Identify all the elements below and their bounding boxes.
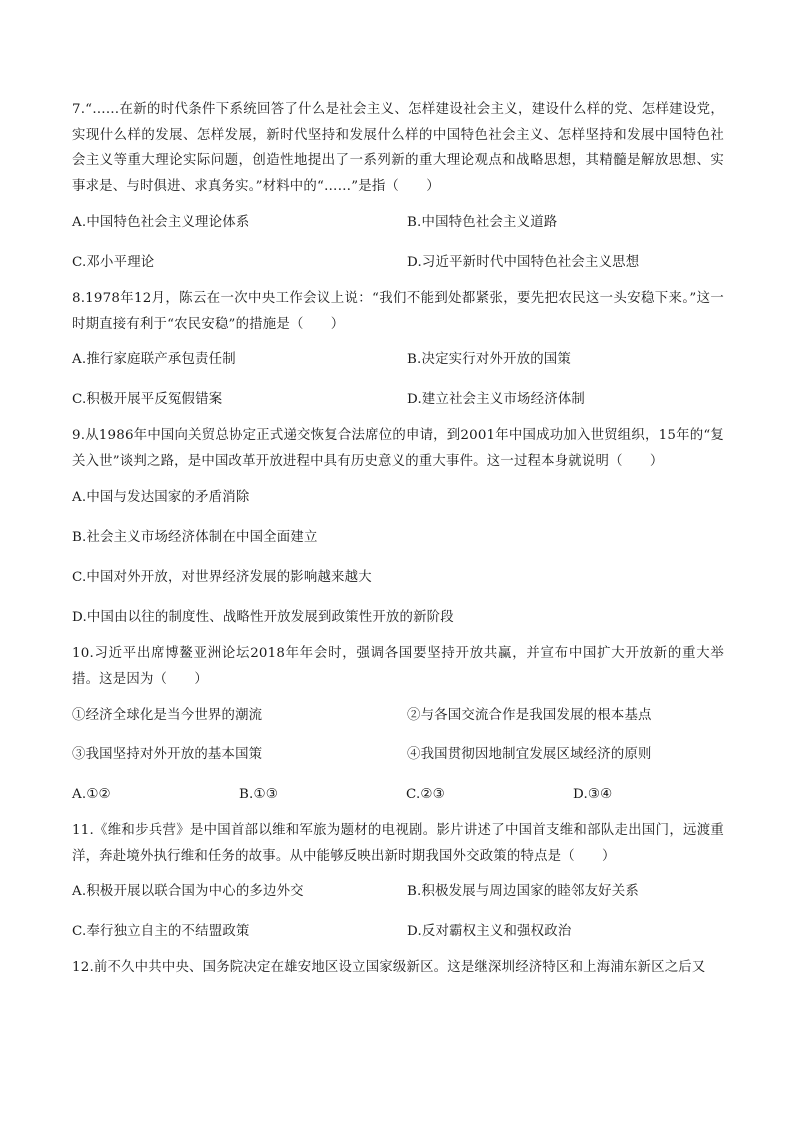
question-7 <box>72 97 724 273</box>
options-row <box>72 213 724 233</box>
options-row <box>72 350 724 370</box>
statement-3: ③我国坚持对外开放的基本国策 <box>72 747 263 762</box>
option-c: C.积极开展平反冤假错案 <box>72 392 223 407</box>
option-d: D.③④ <box>573 787 613 802</box>
option-c: C.中国对外开放，对世界经济发展的影响越来越大 <box>72 570 372 585</box>
statements-row <box>72 745 724 765</box>
question-stem: 10.习近平出席博鳌亚洲论坛2018年年会时，强调各国要坚持开放共赢，并宣布中国扩大开放新的重大举措。这是因为（ ） <box>72 646 724 687</box>
option-b: B.社会主义市场经济体制在中国全面建立 <box>72 530 318 545</box>
option-a: A.中国特色社会主义理论体系 <box>72 215 250 230</box>
question-stem: 11.《维和步兵营》是中国首部以维和军旅为题材的电视剧。影片讲述了中国首支维和部队走出国门，远渡重洋，奔赴境外执行维和任务的故事。从中能够反映出新时期我国外交政策的特点是（ ） <box>72 823 724 864</box>
option-d: D.中国由以往的制度性、战略性开放发展到政策性开放的新阶段 <box>72 610 454 625</box>
question-stem: 12.前不久中共中央、国务院决定在雄安地区设立国家级新区。这是继深圳经济特区和上海浦东新区之后又 <box>72 960 706 975</box>
statement-2: ②与各国交流合作是我国发展的根本基点 <box>407 708 652 723</box>
options-row <box>72 922 724 942</box>
question-8 <box>72 286 724 410</box>
options-row <box>72 253 724 273</box>
option-b: B.①③ <box>239 787 278 802</box>
option-a: A.推行家庭联产承包责任制 <box>72 352 236 367</box>
options-row <box>72 785 724 805</box>
option-a: A.积极开展以联合国为中心的多边外交 <box>72 884 304 899</box>
question-stem: 9.从1986年中国向关贸总协定正式递交恢复合法席位的申请，到2001年中国成功加入世贸组织，15年的“复关入世”谈判之路，是中国改革开放进程中具有历史意义的重大事件。这一过程本身就说明（ ） <box>72 428 724 469</box>
question-11 <box>72 818 724 942</box>
options-row <box>72 882 724 902</box>
option-b: B.积极发展与周边国家的睦邻友好关系 <box>407 884 639 899</box>
question-9 <box>72 423 724 628</box>
question-10 <box>72 641 724 805</box>
option-d: D.习近平新时代中国特色社会主义思想 <box>407 255 640 270</box>
question-stem: 7.“……在新的时代条件下系统回答了什么是社会主义、怎样建设社会主义，建设什么样的党、怎样建设党，实现什么样的发展、怎样发展，新时代坚持和发展什么样的中国特色社会主义、怎样坚持和发展中国特色社会主义等重大理论实际问题，创造性地提出了一系列新的重大理论观点和战略思想，其精髓是解放思想、实事求是、与时俱进、求真务实。”材料中的“……”是指（ ） <box>72 102 724 194</box>
option-c: C.邓小平理论 <box>72 255 155 270</box>
options-row <box>72 390 724 410</box>
statement-1: ①经济全球化是当今世界的潮流 <box>72 708 263 723</box>
option-b: B.决定实行对外开放的国策 <box>407 352 571 367</box>
statements-row <box>72 706 724 726</box>
question-12 <box>72 955 724 981</box>
option-c: C.奉行独立自主的不结盟政策 <box>72 924 250 939</box>
question-stem: 8.1978年12月，陈云在一次中央工作会议上说：“我们不能到处都紧张，要先把农民这一头安稳下来。”这一时期直接有利于“农民安稳”的措施是（ ） <box>72 291 724 332</box>
statement-4: ④我国贯彻因地制宜发展区域经济的原则 <box>407 747 652 762</box>
option-a: A.①② <box>72 787 111 802</box>
option-b: B.中国特色社会主义道路 <box>407 215 558 230</box>
option-d: D.建立社会主义市场经济体制 <box>407 392 586 407</box>
option-a: A.中国与发达国家的矛盾消除 <box>72 490 250 505</box>
option-d: D.反对霸权主义和强权政治 <box>407 924 572 939</box>
exam-page <box>72 97 724 981</box>
option-c: C.②③ <box>406 787 445 802</box>
